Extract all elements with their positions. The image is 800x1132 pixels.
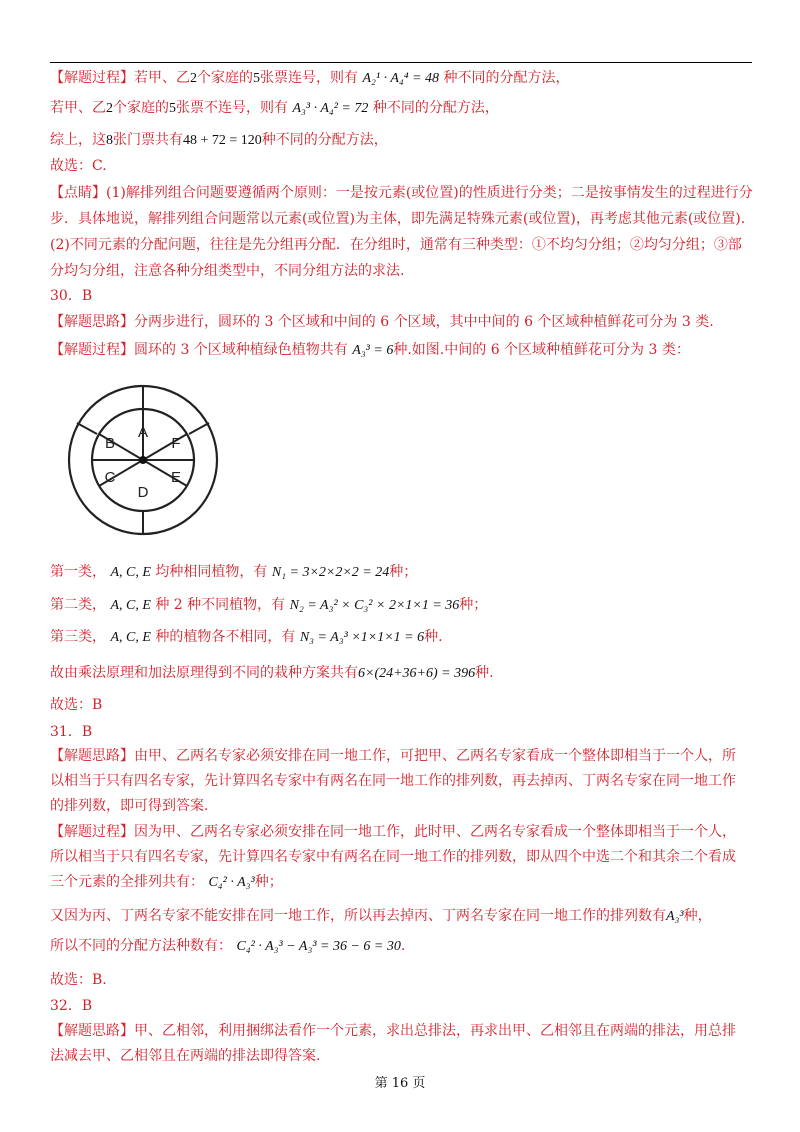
formula: C₄² · A₃³ − A₃³ = 36 − 6 = 30 — [236, 939, 401, 954]
process-line: 【解题过程】圆环的 3 个区域种植绿色植物共有 A₃³ = 6种.如图.中间的 6 个区域种植鲜花可分为 3 类： — [50, 342, 690, 358]
process-line: 所以相当于只有四名专家，先计算四名专家中有两名在同一地工作的排列数，即从四个中选二个和其余二个看成 — [50, 849, 736, 865]
formula: 6×(24+36+6) = 396 — [358, 666, 476, 681]
note-line: 【点睛】(1)解排列组合问题要遵循两个原则：一是按元素(或位置)的性质进行分类；二是按事情发生的过程进行分 — [50, 185, 753, 201]
center-dot — [139, 456, 147, 464]
region-label-e: E — [170, 469, 182, 486]
note-line: (2)不同元素的分配问题，往往是先分组再分配．在分组时，通常有三种类型：①不均匀分组；②均匀分组；③部 — [50, 237, 742, 253]
ring-divider — [189, 423, 209, 434]
idea-line: 的排列数，即可得到答案. — [50, 798, 209, 814]
idea-line: 以相当于只有四名专家，先计算四名专家中有两名在同一地工作的排列数，再去掉丙、丁两名专家在同一地工作 — [50, 773, 736, 789]
idea-line: 【解题思路】分两步进行，圆环的 3 个区域和中间的 6 个区域，其中中间的 6 个区域种植鲜花可分为 3 类. — [50, 314, 714, 330]
note-line: 分均匀分组，注意各种分组类型中，不同分组方法的求法. — [50, 263, 405, 279]
solution-line: 综上，这8张门票共有48 + 72 = 120种不同的分配方法， — [50, 132, 388, 148]
solution-line: 若甲、乙2个家庭的5张票不连号，则有 A₃³ · A₄² = 72 种不同的分配方法， — [50, 100, 499, 116]
header-rule — [50, 62, 752, 63]
region-label-f: F — [171, 435, 181, 452]
page-footer: 第 16 页 — [374, 1076, 426, 1091]
formula: A₃³ = 6 — [352, 343, 394, 358]
question-number: 31．B — [50, 724, 93, 740]
solution-line: 【解题过程】若甲、乙2个家庭的5张票连号，则有 A₂¹ · A₄⁴ = 48 种不同的分配方法， — [50, 70, 570, 86]
formula: N₂ = A₃² × C₃² × 2×1×1 = 36 — [289, 598, 460, 613]
formula: A₃³ — [666, 909, 684, 924]
process-line: 又因为丙、丁两名专家不能安排在同一地工作，所以再去掉丙、丁两名专家在同一地工作的排列数有A₃³种， — [50, 908, 712, 924]
formula: A₂¹ · A₄⁴ = 48 — [362, 71, 440, 86]
region-label-a: A — [137, 424, 149, 441]
process-line: 三个元素的全排列共有： C₄² · A₃³种； — [50, 874, 283, 890]
case-line: 第二类， A, C, E 种 2 种不同植物，有 N₂ = A₃² × C₃² × 2×1×1 = 36种； — [50, 597, 488, 613]
formula: A₃³ · A₄² = 72 — [292, 101, 369, 116]
answer-line: 故选：B — [50, 697, 103, 713]
ring-diagram-svg — [65, 382, 221, 538]
region-label-c: C — [104, 469, 116, 486]
answer-line: 故选：B. — [50, 972, 107, 988]
ring-divider — [77, 423, 97, 434]
total-line: 故由乘法原理和加法原理得到不同的栽种方案共有6×(24+36+6) = 396种. — [50, 665, 494, 681]
question-number: 30．B — [50, 288, 93, 304]
idea-line: 【解题思路】甲、乙相邻，利用捆绑法看作一个元素，求出总排法，再求出甲、乙相邻且在两端的排法，用总排 — [50, 1023, 736, 1039]
note-line: 步．具体地说，解排列组合问题常以元素(或位置)为主体，即先满足特殊元素(或位置)，再考虑其他元素(或位置). — [50, 211, 746, 227]
tag-process: 【解题过程】 — [50, 70, 134, 86]
ring-diagram — [65, 382, 221, 542]
process-line: 【解题过程】因为甲、乙两名专家必须安排在同一地工作，此时甲、乙两名专家看成一个整体即相当于一个人， — [50, 824, 736, 840]
tag-note: 【点睛】 — [50, 185, 106, 201]
process-line: 所以不同的分配方法种数有： C₄² · A₃³ − A₃³ = 36 − 6 = 30. — [50, 938, 406, 954]
case-line: 第一类， A, C, E 均种相同植物，有 N₁ = 3×2×2×2 = 24种； — [50, 564, 418, 580]
question-number: 32．B — [50, 998, 93, 1014]
region-label-d: D — [137, 484, 149, 501]
formula: N₃ = A₃³ ×1×1×1 = 6 — [299, 630, 425, 645]
answer-line: 故选：C. — [50, 158, 107, 174]
formula: 48 + 72 = 120 — [183, 133, 262, 148]
idea-line: 【解题思路】由甲、乙两名专家必须安排在同一地工作，可把甲、乙两名专家看成一个整体即相当于一个人，所 — [50, 748, 736, 764]
region-label-b: B — [104, 435, 116, 452]
formula: C₄² · A₃³ — [208, 875, 255, 890]
case-line: 第三类， A, C, E 种的植物各不相同，有 N₃ = A₃³ ×1×1×1 = 6种. — [50, 629, 443, 645]
idea-line: 法减去甲、乙相邻且在两端的排法即得答案. — [50, 1048, 321, 1064]
formula: N₁ = 3×2×2×2 = 24 — [271, 565, 390, 580]
